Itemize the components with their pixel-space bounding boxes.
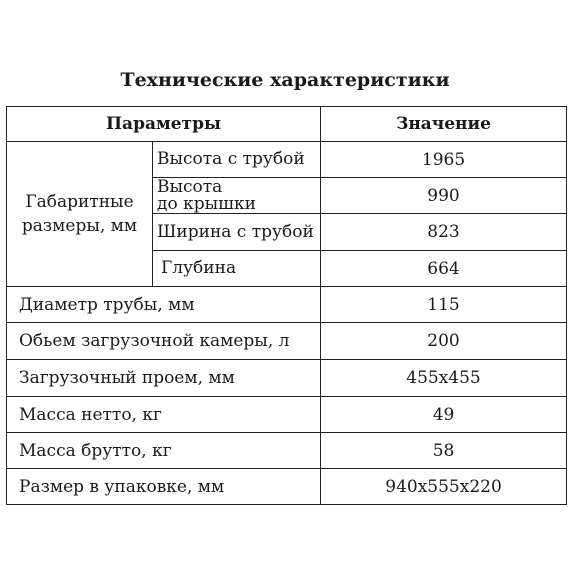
row-label: Высота с трубой xyxy=(153,142,321,178)
dimensions-group-label-line1: Габаритные xyxy=(25,192,134,212)
row-value: 455x455 xyxy=(321,360,567,397)
row-label: Масса брутто, кг xyxy=(7,433,321,469)
row-value: 940x555x220 xyxy=(321,469,567,505)
specifications-table xyxy=(6,106,567,505)
dimensions-group-label xyxy=(7,142,153,287)
table-header-row xyxy=(7,107,567,142)
table-row xyxy=(7,433,567,469)
row-label: Загрузочный проем, мм xyxy=(7,360,321,397)
dimensions-group-label-line2: размеры, мм xyxy=(21,216,138,236)
row-value: 58 xyxy=(321,433,567,469)
row-value: 200 xyxy=(321,323,567,360)
row-label-line2: до крышки xyxy=(157,193,256,214)
table-row xyxy=(7,287,567,323)
row-label-line1: Высота xyxy=(157,177,223,197)
table-row xyxy=(7,397,567,433)
row-label: Масса нетто, кг xyxy=(7,397,321,433)
header-value: Значение xyxy=(321,107,567,142)
table-row xyxy=(7,469,567,505)
row-label: Ширина с трубой xyxy=(153,214,321,251)
row-label: Размер в упаковке, мм xyxy=(7,469,321,505)
table-row xyxy=(7,323,567,360)
row-value: 990 xyxy=(321,178,567,214)
row-label xyxy=(153,178,321,214)
table-row xyxy=(7,360,567,397)
table-row xyxy=(7,142,567,178)
row-value: 115 xyxy=(321,287,567,323)
row-label: Диаметр трубы, мм xyxy=(7,287,321,323)
row-label: Глубина xyxy=(153,251,321,287)
header-parameters: Параметры xyxy=(7,107,321,142)
row-value: 49 xyxy=(321,397,567,433)
row-value: 664 xyxy=(321,251,567,287)
row-label: Обьем загрузочной камеры, л xyxy=(7,323,321,360)
row-value: 1965 xyxy=(321,142,567,178)
row-value: 823 xyxy=(321,214,567,251)
page-title: Технические характеристики xyxy=(120,69,450,91)
